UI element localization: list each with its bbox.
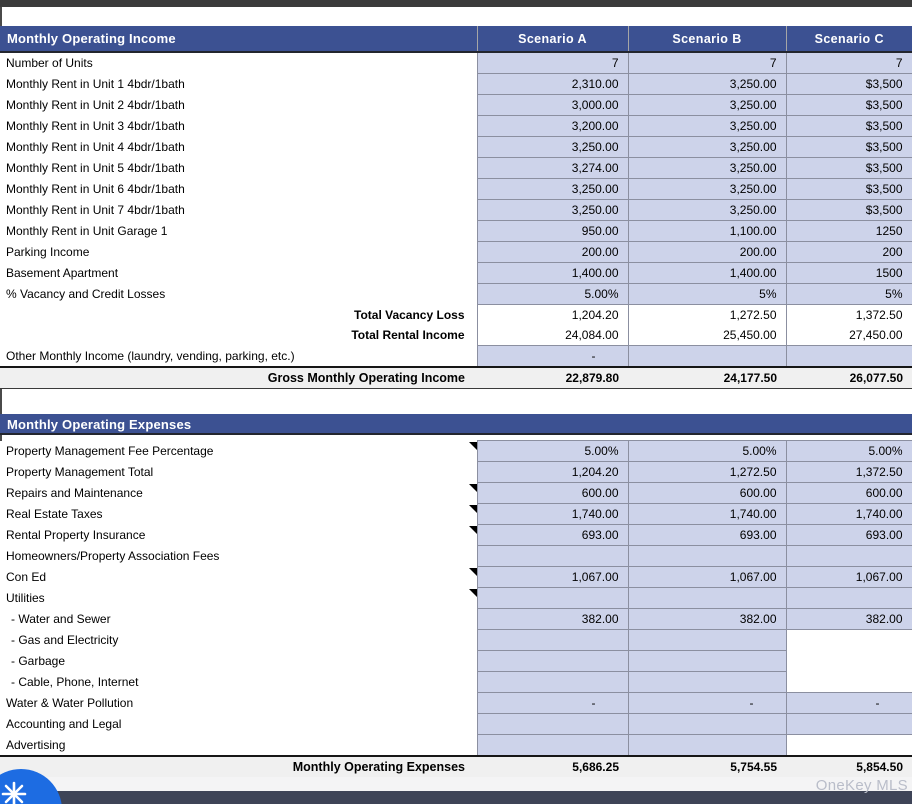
scenario-a-cell[interactable]: 1,740.00 [477,504,628,525]
table-row [0,483,912,504]
row-label: - Garbage [11,654,66,668]
expenses-section-title[interactable] [0,414,912,435]
row-label-cell[interactable] [0,284,477,305]
scenario-a-cell[interactable]: 1,204.20 [477,305,628,326]
row-label: - Gas and Electricity [11,633,119,647]
row-label-cell[interactable] [0,504,477,525]
scenario-a-cell[interactable]: - [477,693,628,714]
scenario-b-cell[interactable]: 693.00 [628,525,786,546]
row-label-cell[interactable] [0,346,477,368]
row-label: Accounting and Legal [6,717,122,731]
footer-strip [0,777,912,791]
expenses-total-row [0,756,912,778]
scenario-a-cell[interactable]: 5.00% [477,441,628,462]
scenario-a-cell[interactable]: 200.00 [477,242,628,263]
row-label: Property Management Total [6,465,154,479]
table-row [0,158,912,179]
top-bar [0,0,912,7]
row-label: Total Rental Income [351,328,465,343]
row-label-cell[interactable] [0,483,477,504]
row-label: Monthly Rent in Unit 3 4bdr/1bath [6,119,185,133]
scenario-c-cell[interactable]: $3,500 [786,95,912,116]
row-label: Parking Income [6,245,90,259]
row-label: Homeowners/Property Association Fees [6,549,220,563]
expenses-total-label-cell[interactable] [0,756,477,778]
scenario-a-cell[interactable]: 5.00% [477,284,628,305]
row-label: % Vacancy and Credit Losses [6,287,166,301]
scenario-b-cell[interactable]: 1,067.00 [628,567,786,588]
comment-indicator-icon [469,505,477,513]
scenario-c-cell[interactable]: 600.00 [786,483,912,504]
table-row [0,525,912,546]
row-label-cell[interactable] [0,441,477,462]
scenario-c-cell[interactable]: 1,372.50 [786,305,912,326]
comment-indicator-icon [469,484,477,492]
scenario-a-cell[interactable]: 693.00 [477,525,628,546]
expenses-total-scenario-b-cell[interactable]: 5,754.55 [628,756,786,778]
scenario-b-cell[interactable]: 1,100.00 [628,221,786,242]
table-row [0,546,912,567]
table-row [0,116,912,137]
scenario-c-cell[interactable]: 1,067.00 [786,567,912,588]
scenario-b-cell[interactable]: 600.00 [628,483,786,504]
table-row [0,74,912,95]
scenario-c-cell[interactable]: - [786,693,912,714]
row-label: Monthly Rent in Unit 2 4bdr/1bath [6,98,185,112]
scenario-c-cell[interactable]: 1,372.50 [786,462,912,483]
scenario-c-cell[interactable]: 5.00% [786,441,912,462]
scenario-a-cell[interactable]: 3,200.00 [477,116,628,137]
row-label-cell[interactable] [0,116,477,137]
row-label: Advertising [6,737,66,752]
table-row [0,462,912,483]
scenario-b-cell[interactable]: 3,250.00 [628,179,786,200]
row-label: Monthly Rent in Unit 1 4bdr/1bath [6,77,185,91]
scenario-a-cell[interactable] [477,651,628,672]
income-header-row [0,26,912,52]
row-label: Number of Units [6,56,93,71]
income-section-title[interactable]: Monthly Operating Income [0,26,477,52]
watermark-text: OneKey MLS [815,777,908,794]
scenario-b-cell[interactable] [628,588,786,609]
scenario-c-cell[interactable]: $3,500 [786,179,912,200]
scenario-c-cell[interactable]: 27,450.00 [786,325,912,346]
scenario-b-cell[interactable]: 200.00 [628,242,786,263]
row-label: Other Monthly Income (laundry, vending, parking, etc.) [6,348,295,363]
table-row [0,504,912,525]
table-row [0,651,912,672]
scenario-b-cell[interactable]: 3,250.00 [628,74,786,95]
row-label: Rental Property Insurance [6,528,146,542]
row-label-cell[interactable] [0,305,477,326]
scenario-a-cell[interactable]: 600.00 [477,483,628,504]
scenario-a-cell[interactable]: 3,274.00 [477,158,628,179]
expenses-total-scenario-a-cell[interactable]: 5,686.25 [477,756,628,778]
starburst-icon [1,781,27,804]
table-row [0,567,912,588]
table-row [0,137,912,158]
income-table [0,26,912,389]
table-row [0,588,912,609]
row-label: Real Estate Taxes [6,507,103,521]
scenario-c-cell[interactable] [786,588,912,609]
row-label: Basement Apartment [6,266,119,280]
scenario-b-cell[interactable]: 7 [628,52,786,74]
table-row [0,672,912,693]
scenario-b-cell[interactable] [628,735,786,757]
table-row [0,346,912,368]
scenario-c-cell[interactable] [786,672,912,693]
scenario-a-cell[interactable]: 950.00 [477,221,628,242]
scenario-c-cell[interactable]: 693.00 [786,525,912,546]
scenario-a-cell[interactable] [477,630,628,651]
scenario-c-cell[interactable] [786,546,912,567]
scenario-a-cell[interactable] [477,546,628,567]
row-label-cell[interactable] [0,567,477,588]
scenario-b-cell[interactable] [628,651,786,672]
row-label-cell[interactable] [0,242,477,263]
scenario-c-cell[interactable]: 7 [786,52,912,74]
scenario-b-cell[interactable] [628,546,786,567]
income-total-scenario-c-cell[interactable]: 26,077.50 [786,367,912,389]
table-row [0,735,912,757]
bottom-bar [0,791,912,804]
scenario-c-cell[interactable]: 5% [786,284,912,305]
table-row [0,325,912,346]
scenario-b-cell[interactable] [628,630,786,651]
comment-indicator-icon [469,442,477,450]
scenario-b-cell[interactable]: 1,272.50 [628,462,786,483]
scenario-a-cell[interactable]: 1,400.00 [477,263,628,284]
row-label-cell[interactable] [0,179,477,200]
row-label: Total Vacancy Loss [354,307,465,322]
expenses-total-label: Monthly Operating Expenses [292,760,465,774]
row-label-cell[interactable] [0,263,477,284]
table-row [0,305,912,326]
scenario-c-cell[interactable]: 1,740.00 [786,504,912,525]
scenario-b-cell[interactable]: 1,272.50 [628,305,786,326]
row-label-cell[interactable] [0,630,477,651]
row-label: Monthly Rent in Unit 5 4bdr/1bath [6,161,185,175]
row-label: - Cable, Phone, Internet [11,675,139,689]
table-row [0,441,912,462]
table-row [0,179,912,200]
scenario-a-cell[interactable]: 382.00 [477,609,628,630]
row-label-cell[interactable] [0,95,477,116]
scenario-c-cell[interactable]: $3,500 [786,200,912,221]
row-label-cell[interactable] [0,158,477,179]
scenario-c-cell[interactable]: 382.00 [786,609,912,630]
scenario-a-cell[interactable] [477,735,628,757]
table-row [0,714,912,735]
scenario-b-cell[interactable]: 3,250.00 [628,95,786,116]
row-label: Repairs and Maintenance [6,486,143,500]
table-row [0,95,912,116]
row-label-cell[interactable] [0,325,477,346]
row-label-cell[interactable] [0,693,477,714]
row-label-cell[interactable] [0,74,477,95]
table-row [0,200,912,221]
comment-indicator-icon [469,568,477,576]
row-label-cell[interactable] [0,588,477,609]
scenario-b-cell[interactable]: 3,250.00 [628,137,786,158]
table-row [0,52,912,74]
row-label-cell[interactable] [0,525,477,546]
scenario-b-cell[interactable]: 3,250.00 [628,200,786,221]
scenario-a-cell[interactable]: 24,084.00 [477,325,628,346]
income-total-scenario-a-cell[interactable]: 22,879.80 [477,367,628,389]
scenario-b-cell[interactable] [628,672,786,693]
scenario-a-cell[interactable]: 3,250.00 [477,179,628,200]
scenario-c-cell[interactable] [786,346,912,368]
income-total-scenario-b-cell[interactable]: 24,177.50 [628,367,786,389]
scenario-a-cell[interactable] [477,714,628,735]
income-total-row [0,367,912,389]
scenario-a-cell[interactable]: 1,067.00 [477,567,628,588]
table-row [0,693,912,714]
scenario-b-cell[interactable]: 1,740.00 [628,504,786,525]
table-row [0,284,912,305]
scenario-c-cell[interactable]: $3,500 [786,158,912,179]
scenario-a-cell[interactable]: 3,000.00 [477,95,628,116]
scenario-c-cell[interactable]: 1500 [786,263,912,284]
scenario-c-cell[interactable]: 200 [786,242,912,263]
scenario-b-cell[interactable]: - [628,693,786,714]
row-label: - Water and Sewer [11,612,111,626]
row-label: Utilities [6,591,45,605]
scenario-c-cell[interactable] [786,714,912,735]
scenario-a-cell[interactable]: - [477,346,628,368]
column-header-scenario-a[interactable]: Scenario A [477,26,628,52]
scenario-c-cell[interactable]: 1250 [786,221,912,242]
scenario-a-cell[interactable]: 2,310.00 [477,74,628,95]
income-total-label-cell[interactable] [0,367,477,389]
comment-indicator-icon [469,526,477,534]
table-row [0,221,912,242]
scenario-b-cell[interactable]: 5% [628,284,786,305]
scenario-c-cell[interactable]: $3,500 [786,116,912,137]
expenses-total-scenario-c-cell[interactable]: 5,854.50 [786,756,912,778]
expenses-title-text: Monthly Operating Expenses [7,417,192,432]
row-label: Water & Water Pollution [6,696,134,710]
table-row [0,242,912,263]
scenario-c-cell[interactable] [786,651,912,672]
row-label-cell[interactable] [0,672,477,693]
scenario-b-cell[interactable]: 25,450.00 [628,325,786,346]
scenario-c-cell[interactable]: $3,500 [786,137,912,158]
scenario-b-cell[interactable] [628,714,786,735]
scenario-a-cell[interactable] [477,672,628,693]
row-label: Monthly Rent in Unit 6 4bdr/1bath [6,182,185,196]
scenario-b-cell[interactable] [628,346,786,368]
row-label: Property Management Fee Percentage [6,444,214,458]
column-header-scenario-b[interactable]: Scenario B [628,26,786,52]
scenario-b-cell[interactable]: 1,400.00 [628,263,786,284]
row-label-cell[interactable] [0,200,477,221]
row-label: Monthly Rent in Unit 4 4bdr/1bath [6,140,185,154]
expenses-table [0,440,912,778]
row-label-cell[interactable] [0,609,477,630]
scenario-a-cell[interactable] [477,588,628,609]
row-label: Monthly Rent in Unit Garage 1 [6,224,168,238]
scenario-b-cell[interactable]: 5.00% [628,441,786,462]
row-label-cell[interactable] [0,735,477,757]
scenario-a-cell[interactable]: 3,250.00 [477,137,628,158]
row-label-cell[interactable] [0,137,477,158]
income-total-label: Gross Monthly Operating Income [267,371,465,385]
scenario-a-cell[interactable]: 7 [477,52,628,74]
row-label-cell[interactable] [0,714,477,735]
column-header-scenario-c[interactable]: Scenario C [786,26,912,52]
table-row [0,263,912,284]
scenario-c-cell[interactable]: $3,500 [786,74,912,95]
row-label: Monthly Rent in Unit 7 4bdr/1bath [6,203,185,217]
table-row [0,609,912,630]
row-label-cell[interactable] [0,546,477,567]
scenario-b-cell[interactable]: 382.00 [628,609,786,630]
row-label-cell[interactable] [0,651,477,672]
row-label-cell[interactable] [0,221,477,242]
scenario-b-cell[interactable]: 3,250.00 [628,158,786,179]
scenario-c-cell[interactable] [786,735,912,757]
scenario-b-cell[interactable]: 3,250.00 [628,116,786,137]
scenario-a-cell[interactable]: 1,204.20 [477,462,628,483]
row-label-cell[interactable] [0,52,477,74]
row-label-cell[interactable] [0,462,477,483]
row-label: Con Ed [6,570,47,584]
scenario-a-cell[interactable]: 3,250.00 [477,200,628,221]
scenario-c-cell[interactable] [786,630,912,651]
table-row [0,630,912,651]
comment-indicator-icon [469,589,477,597]
